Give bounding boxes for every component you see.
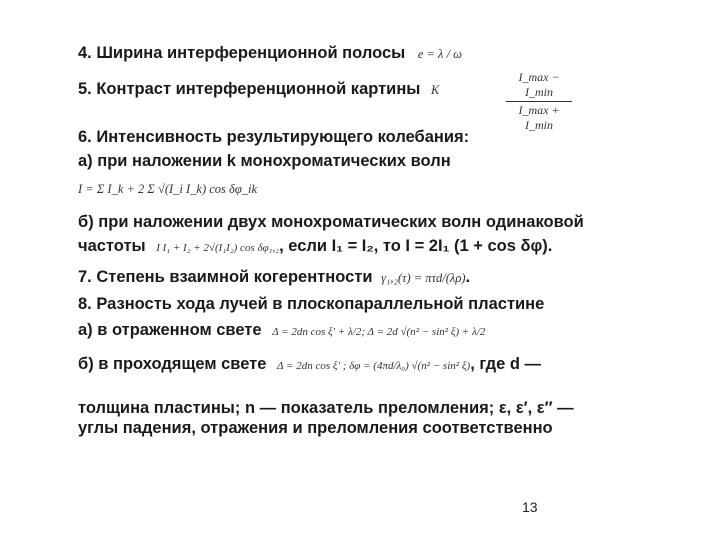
item-6b-text: б) при наложении двух монохроматических волн одинаковой <box>78 213 584 231</box>
item-5-contrast <box>78 80 439 99</box>
definitions-line2 <box>78 419 553 438</box>
reflected-path-formula: Δ = 2dn cos ξ′ + λ/2; Δ = 2d √(n² − sin² ξ) + λ/2 <box>272 326 486 338</box>
item-8-text: 8. Разность хода лучей в плоскопараллельной пластине <box>78 295 545 313</box>
item-8a-text: а) в отраженном свете <box>78 321 262 339</box>
item-6b-line2 <box>78 237 552 256</box>
definitions-line1 <box>78 399 574 418</box>
intensity-two-waves-formula: I I₁ + I₂ + 2√(I₁I₂) cos δφ₁,₂ <box>156 242 280 254</box>
page-number: 13 <box>522 499 538 515</box>
transmitted-path-formula: Δ = 2dn cos ξ′ ; δφ = (4πd/λ₀) √(n² − sin² ξ) <box>277 360 471 372</box>
item-7-text: 7. Степень взаимной когерентности <box>78 268 373 286</box>
intensity-k-waves-formula: I = Σ I_k + 2 Σ √(I_i I_k) cos δφ_ik <box>78 182 258 196</box>
item-7-coherence <box>78 268 470 287</box>
item-4-fringe-width <box>78 44 462 63</box>
fringe-width-formula: e = λ / ω <box>417 47 463 61</box>
item-8b <box>78 355 541 374</box>
fraction-bar <box>506 101 572 102</box>
item-8b-where-d: , где d — <box>470 355 541 373</box>
definitions-text-2: углы падения, отражения и преломления соответственно <box>78 419 553 437</box>
item-6a <box>78 152 451 171</box>
item-5-text: 5. Контраст интерференционной картины <box>78 80 421 98</box>
contrast-denominator: I_max + I_min <box>518 103 560 132</box>
item-6b-frequency-word: частоты <box>78 237 146 255</box>
item-8-path-difference <box>78 295 544 314</box>
contrast-numerator: I_max − I_min <box>518 70 560 99</box>
contrast-k-symbol: K <box>430 83 440 97</box>
contrast-fraction <box>506 70 572 133</box>
item-6a-formula-line <box>78 179 257 198</box>
definitions-text-1: толщина пластины; n — показатель преломления; ε, ε′, ε′′ — <box>78 399 574 417</box>
item-8a <box>78 321 485 340</box>
item-6b-condition: , если I₁ = I₂, то I = 2I₁ (1 + cos δφ). <box>279 237 553 255</box>
item-6a-text: а) при наложении k монохроматических волн <box>78 152 451 170</box>
item-8b-text: б) в проходящем свете <box>78 355 267 373</box>
item-6-intensity <box>78 128 469 147</box>
coherence-formula: γ₁,₂(τ) = πτd/(λρ) <box>381 271 466 285</box>
item-6-text: 6. Интенсивность результирующего колебания: <box>78 128 470 146</box>
item-6b-line1 <box>78 213 584 232</box>
item-7-period: . <box>465 268 471 286</box>
item-4-text: 4. Ширина интерференционной полосы <box>78 44 406 62</box>
